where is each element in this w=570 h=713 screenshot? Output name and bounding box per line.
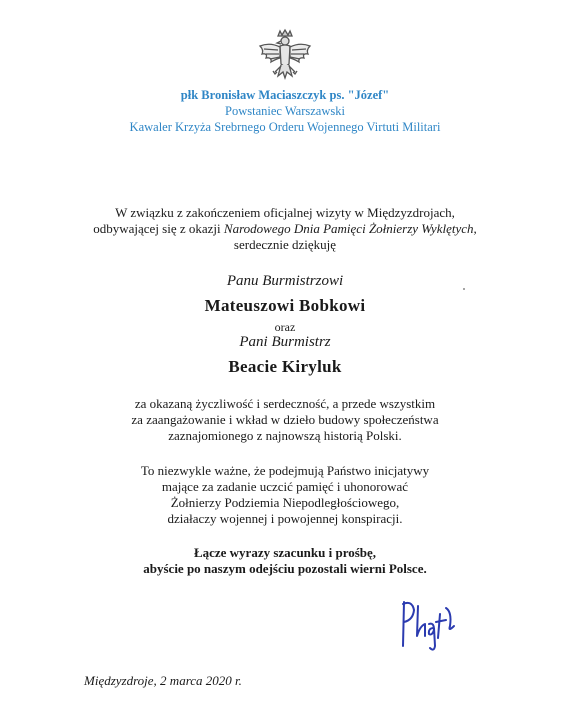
conjunction: oraz <box>274 320 296 334</box>
paragraph-2-line: mające za zadanie uczcić pamięć i uhonorować <box>161 479 409 494</box>
polish-eagle-emblem-icon <box>254 28 316 90</box>
closing-line: abyście po naszym odejściu pozostali wierni Polsce. <box>143 561 427 576</box>
intro-line-2-text: odbywającej się z okazji <box>93 221 224 236</box>
salutation-2: Pani Burmistrz <box>239 334 331 350</box>
header-decoration-line: Kawaler Krzyża Srebrnego Orderu Wojennego Virtuti Militari <box>129 120 441 134</box>
intro-line-1: W związku z zakończeniem oficjalnej wizyty w Międzyzdrojach, <box>115 205 455 220</box>
paragraph-2-line: działaczy wojennej i powojennej konspiracji. <box>167 511 403 526</box>
header-title-line: Powstaniec Warszawski <box>225 104 345 118</box>
recipient-name-1: Mateuszowi Bobkowi <box>204 296 366 315</box>
salutation-1: Panu Burmistrzowi <box>226 273 344 289</box>
date-line: Międzyzdroje, 2 marca 2020 r. <box>84 673 242 688</box>
paper-speck <box>463 288 465 290</box>
intro-occasion: Narodowego Dnia Pamięci Żołnierzy Wyklętych, <box>223 221 477 236</box>
intro-line-3: serdecznie dziękuję <box>233 237 337 252</box>
intro-line-2 <box>0 221 570 237</box>
paragraph-2-line: To niezwykle ważne, że podejmują Państwo inicjatywy <box>140 463 430 478</box>
paragraph-2-line: Żołnierzy Podziemia Niepodległościowego, <box>170 495 400 510</box>
recipient-name-2: Beacie Kiryluk <box>228 357 342 376</box>
header-name: płk Bronisław Maciaszczyk ps. "Józef" <box>180 88 390 102</box>
handwritten-signature-icon <box>398 596 464 652</box>
closing-line: Łącze wyrazy szacunku i prośbę, <box>193 545 377 560</box>
paragraph-1-line: za zaangażowanie i wkład w dzieło budowy społeczeństwa <box>131 412 439 427</box>
paragraph-1-line: za okazaną życzliwość i serdeczność, a przede wszystkim <box>134 396 436 411</box>
paragraph-1-line: zaznajomionego z najnowszą historią Polski. <box>168 428 402 443</box>
